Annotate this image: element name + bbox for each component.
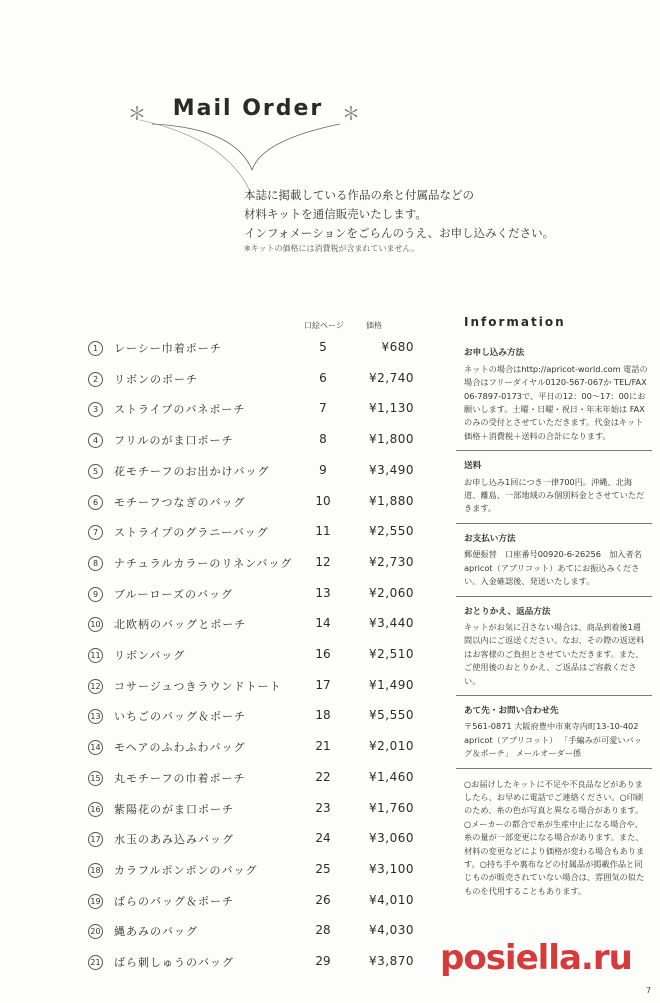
info-section-body: お申し込み1回につき一律700円。沖縄、北海道、離島、一部地域のみ個別料金とさせていただきます。 xyxy=(464,476,645,514)
info-section-body: 〒561-0871 大阪府豊中市東寺内町13-10-402 apricot（アプリコット） 「手編みが可愛いバッグ＆ポーチ」 メールオーダー係 xyxy=(464,721,642,759)
intro-text xyxy=(244,186,554,256)
item-page: 26 xyxy=(315,892,331,907)
list-item xyxy=(88,585,418,605)
item-price: ¥3,060 xyxy=(369,831,414,846)
item-name: 北欧柄のバッグとポーチ xyxy=(114,618,247,632)
item-name: 紫陽花のがま口ポーチ xyxy=(114,802,234,816)
item-price: ¥1,760 xyxy=(369,800,414,815)
item-page: 11 xyxy=(315,524,331,539)
item-price: ¥4,010 xyxy=(369,892,414,907)
info-notes-text: ○お届けしたキットに不足や不良品などがありましたら、お早めに電話でご連絡ください。○印刷のため、糸の色が写真と異なる場合があります。○メーカーの都合で糸が生産中止になる場合や、糸の量が一部変更になる場合があります。また、材料の変更などにより価格が変わる場合もあります。○持ち手や裏布などの付属品が掲載作品と同じものが販売されていない場合は、雰囲気の似たものを代用することもあります。 xyxy=(464,778,645,896)
intro-line: 本誌に掲載している作品の糸と付属品などの xyxy=(244,188,474,202)
item-name: モヘアのふわふわバッグ xyxy=(114,741,246,755)
item-page: 21 xyxy=(315,739,331,754)
item-name: モチーフつなぎのバッグ xyxy=(114,495,246,509)
item-price: ¥3,440 xyxy=(369,616,414,631)
star-icon: ＊ xyxy=(342,104,360,125)
list-item xyxy=(88,769,418,789)
list-item xyxy=(88,922,418,942)
item-number: 19 xyxy=(88,894,103,909)
item-price: ¥2,510 xyxy=(369,647,414,661)
list-item xyxy=(88,493,418,513)
item-name: リボンバッグ xyxy=(114,649,186,662)
item-number: 9 xyxy=(88,587,103,602)
list-item xyxy=(88,615,418,635)
list-item xyxy=(88,800,418,820)
column-header-page: 口絵ページ xyxy=(304,321,344,330)
list-item xyxy=(88,677,418,697)
watermark-logo: posiella.ru xyxy=(440,938,632,978)
item-price: ¥2,060 xyxy=(369,585,414,600)
item-number: 5 xyxy=(88,464,103,479)
item-price: ¥5,550 xyxy=(369,708,414,723)
item-number: 21 xyxy=(88,955,103,970)
item-price: ¥2,550 xyxy=(369,524,414,539)
item-page: 28 xyxy=(315,923,331,938)
info-section-shipping xyxy=(456,460,652,524)
item-page: 8 xyxy=(319,432,327,447)
item-price: ¥1,490 xyxy=(369,677,414,692)
list-item xyxy=(88,431,418,451)
information-panel xyxy=(456,316,652,898)
item-number: 12 xyxy=(88,679,103,694)
item-page: 10 xyxy=(315,493,331,508)
item-number: 15 xyxy=(88,771,103,786)
list-item xyxy=(88,400,418,420)
item-number: 18 xyxy=(88,863,103,878)
item-price: ¥1,880 xyxy=(369,493,414,508)
item-price: ¥680 xyxy=(381,340,414,354)
intro-line: インフォメーションをごらんのうえ、お申し込みください。 xyxy=(244,226,555,240)
item-page: 12 xyxy=(315,554,331,569)
item-page: 9 xyxy=(319,462,327,477)
list-item xyxy=(88,707,418,727)
list-item xyxy=(88,738,418,758)
item-price: ¥2,010 xyxy=(369,739,414,754)
list-item xyxy=(88,830,418,850)
info-section-returns xyxy=(456,606,652,696)
item-price: ¥1,800 xyxy=(369,432,414,447)
item-number: 16 xyxy=(88,802,103,817)
item-page: 18 xyxy=(315,708,331,723)
item-page: 22 xyxy=(315,769,331,784)
list-item xyxy=(88,339,418,359)
item-name: ブルーローズのバッグ xyxy=(114,587,234,601)
item-name: ナチュラルカラーのリネンバッグ xyxy=(114,556,293,570)
item-name: フリルのがま口ポーチ xyxy=(114,434,234,448)
list-item xyxy=(88,370,418,390)
info-section-order xyxy=(456,347,652,451)
list-item xyxy=(88,861,418,881)
info-section-body: 郵便振替 口座番号00920-6-26256 加入者名apricot（アプリコット）あてにお振込みください。入金確認後、発送いたします。 xyxy=(464,549,642,587)
intro-line: 材料キットを通信販売いたします。 xyxy=(244,207,427,221)
item-price: ¥3,870 xyxy=(369,954,414,968)
info-notes xyxy=(456,778,652,899)
page-title: Mail Order xyxy=(172,96,324,121)
item-number: 7 xyxy=(88,525,103,540)
info-section-title: お申し込み方法 xyxy=(464,348,525,359)
item-price: ¥3,490 xyxy=(369,462,414,477)
item-page: 24 xyxy=(315,831,331,846)
info-section-title: お支払い方法 xyxy=(464,533,516,544)
item-page: 16 xyxy=(315,647,331,661)
list-item xyxy=(88,953,418,973)
column-header-price: 価格 xyxy=(366,321,382,330)
item-page: 29 xyxy=(315,954,331,968)
item-name: ばら刺しゅうのバッグ xyxy=(114,956,234,969)
item-number: 6 xyxy=(88,495,103,510)
item-name: ばらのバッグ＆ポーチ xyxy=(114,894,234,908)
item-number: 13 xyxy=(88,709,103,724)
item-number: 2 xyxy=(88,372,103,387)
item-price: ¥1,460 xyxy=(369,769,414,784)
item-number: 20 xyxy=(88,924,103,939)
item-name: 丸モチーフの巾着ポーチ xyxy=(114,771,246,785)
item-price: ¥3,100 xyxy=(369,861,414,876)
item-page: 5 xyxy=(319,340,327,354)
info-section-body: ネットの場合はhttp://apricot-world.com 電話の場合はフリーダイヤル0120-567-067か TEL/FAX 06-7897-0173で、平日の12：00～17：00にお願いします。土曜・日曜・祝日・年末年始は FAX のみの受付とさせていただきます。代金はキット価格＋消費税＋送料の合計になります。 xyxy=(464,363,648,441)
information-heading: Information xyxy=(464,315,566,329)
item-name: ストライプのバネポーチ xyxy=(114,403,246,417)
star-icon: ＊ xyxy=(128,104,146,125)
item-price: ¥2,730 xyxy=(369,554,414,569)
item-page: 17 xyxy=(315,677,331,692)
item-number: 11 xyxy=(88,648,103,663)
item-name: 花モチーフのお出かけバッグ xyxy=(114,464,270,478)
list-item xyxy=(88,892,418,912)
info-section-payment xyxy=(456,533,652,597)
item-number: 8 xyxy=(88,556,103,571)
item-name: レーシー巾着ポーチ xyxy=(114,342,222,355)
item-number: 10 xyxy=(88,617,103,632)
item-number: 4 xyxy=(88,433,103,448)
item-page: 23 xyxy=(315,800,331,815)
item-page: 6 xyxy=(319,370,327,385)
info-section-title: 送料 xyxy=(464,461,482,472)
item-name: コサージュつきラウンドトート xyxy=(114,679,282,693)
item-page: 14 xyxy=(315,616,331,631)
item-number: 17 xyxy=(88,832,103,847)
item-price: ¥1,130 xyxy=(369,401,414,416)
item-number: 3 xyxy=(88,402,103,417)
item-page: 7 xyxy=(319,401,327,416)
tax-note: ※キットの価格には消費税が含まれていません。 xyxy=(244,244,420,253)
info-section-title: おとりかえ、返品方法 xyxy=(464,606,551,617)
item-price: ¥4,030 xyxy=(369,923,414,938)
page-number: 7 xyxy=(646,986,652,995)
info-section-title: あて先・お問い合わせ先 xyxy=(464,705,559,716)
item-name: リボンのポーチ xyxy=(114,372,198,386)
list-item xyxy=(88,554,418,574)
item-name: いちごのバッグ＆ポーチ xyxy=(114,710,246,724)
list-item xyxy=(88,646,418,666)
info-section-body: キットがお気に召さない場合は、商品到着後1週間以内にご返送ください。なお、その際の返送料はお客様のご負担とさせていただきます。また、ご使用後のおとりかえ、ご返品はご容赦ください。 xyxy=(464,621,645,686)
list-item xyxy=(88,523,418,543)
item-price: ¥2,740 xyxy=(369,370,414,385)
item-name: カラフルポンポンのバッグ xyxy=(114,863,258,877)
item-name: 水玉のあみ込みバッグ xyxy=(114,833,234,847)
item-number: 1 xyxy=(88,341,103,356)
info-section-contact xyxy=(456,705,652,769)
item-name: ストライプのグラニーバッグ xyxy=(114,526,269,540)
item-page: 13 xyxy=(315,585,331,600)
item-page: 25 xyxy=(315,861,331,876)
item-number: 14 xyxy=(88,740,103,755)
item-name: 縄あみのバッグ xyxy=(114,925,198,939)
list-item xyxy=(88,462,418,482)
